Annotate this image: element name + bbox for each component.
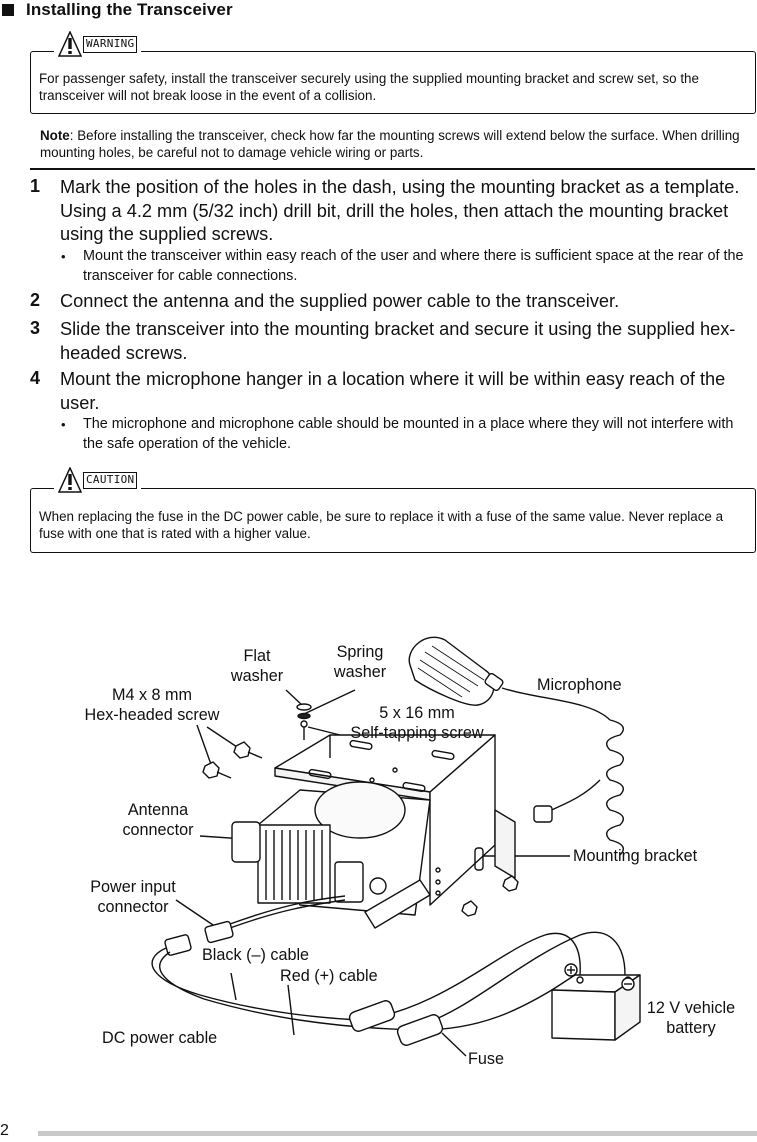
label-hex-screw-line2: Hex-headed screw xyxy=(84,706,220,724)
square-bullet-icon xyxy=(2,4,14,16)
section-title: Installing the Transceiver xyxy=(26,0,233,19)
label-flat-washer xyxy=(222,646,292,686)
bullet-icon: • xyxy=(61,417,66,432)
bullet-icon: • xyxy=(61,249,66,264)
label-spring-washer xyxy=(325,642,395,682)
label-dc-power-cable: DC power cable xyxy=(102,1029,218,1047)
label-hex-screw xyxy=(72,685,232,725)
footer-rule xyxy=(38,1131,757,1136)
step-number: 4 xyxy=(30,368,41,388)
step-number: 3 xyxy=(30,318,41,338)
step-number: 2 xyxy=(30,290,41,310)
bullet-text: Mount the transceiver within easy reach of the user and where there is sufficient space at the rear of the transceiver for cable connections. xyxy=(83,248,744,284)
note-text: : Before installing the transceiver, check how far the mounting screws will extend below the surface. When drilling mounting holes, be careful not to damage vehicle wiring or parts. xyxy=(40,128,740,160)
label-vehicle-battery xyxy=(633,998,749,1038)
section-heading xyxy=(2,0,233,20)
label-hex-screw-line1: M4 x 8 mm xyxy=(111,686,193,704)
label-fuse: Fuse xyxy=(468,1050,504,1068)
caution-text: When replacing the fuse in the DC power cable, be sure to replace it with a fuse of the same value. Never replace a fuse with one that is rated with a higher value. xyxy=(39,509,724,541)
note-paragraph xyxy=(40,127,740,161)
label-battery-line2: battery xyxy=(666,1019,716,1037)
warning-label: WARNING xyxy=(83,36,137,53)
warning-text: For passenger safety, install the transceiver securely using the supplied mounting bracket and screw set, so the transceiver will not break loose in the event of a collision. xyxy=(39,71,699,103)
warning-tag xyxy=(54,31,141,57)
step-text: Slide the transceiver into the mounting bracket and secure it using the supplied hex-headed screws. xyxy=(60,319,736,363)
label-power-input-line2: connector xyxy=(97,898,169,916)
label-antenna-connector xyxy=(112,800,204,840)
label-tapping-screw-line1: 5 x 16 mm xyxy=(379,704,455,722)
warning-triangle-icon xyxy=(58,31,82,57)
page-number: 2 xyxy=(0,1122,9,1139)
label-antenna-line2: connector xyxy=(122,821,194,839)
label-spring-washer-line1: Spring xyxy=(336,643,384,661)
step-number: 1 xyxy=(30,176,41,196)
label-red-cable: Red (+) cable xyxy=(280,967,378,985)
bullet-text: The microphone and microphone cable should be mounted in a place where they will not interfere with the safe operation of the vehicle. xyxy=(83,416,734,452)
caution-label: CAUTION xyxy=(83,472,137,489)
label-flat-washer-line1: Flat xyxy=(243,647,271,665)
label-mounting-bracket: Mounting bracket xyxy=(573,847,698,865)
note-label: Note xyxy=(40,128,70,143)
step-text: Mark the position of the holes in the dash, using the mounting bracket as a template. Using a 4.2 mm (5/32 inch) drill bit, drill the holes, then attach the mounting bracket using the supplied screws. xyxy=(60,177,740,244)
label-battery-line1: 12 V vehicle xyxy=(646,999,736,1017)
label-power-input-line1: Power input xyxy=(90,878,176,896)
label-microphone: Microphone xyxy=(537,676,622,694)
label-power-input-connector xyxy=(78,877,188,917)
label-tapping-screw-line2: Self-tapping screw xyxy=(350,724,484,742)
note-divider xyxy=(30,168,755,170)
step-text: Connect the antenna and the supplied power cable to the transceiver. xyxy=(60,291,620,311)
label-antenna-line1: Antenna xyxy=(127,801,189,819)
caution-tag xyxy=(54,467,141,493)
caution-triangle-icon xyxy=(58,467,82,493)
label-flat-washer-line2: washer xyxy=(230,667,284,685)
label-tapping-screw xyxy=(337,703,497,743)
label-spring-washer-line2: washer xyxy=(333,663,387,681)
step-text: Mount the microphone hanger in a location where it will be within easy reach of the user. xyxy=(60,369,726,413)
label-black-cable: Black (–) cable xyxy=(202,946,310,964)
